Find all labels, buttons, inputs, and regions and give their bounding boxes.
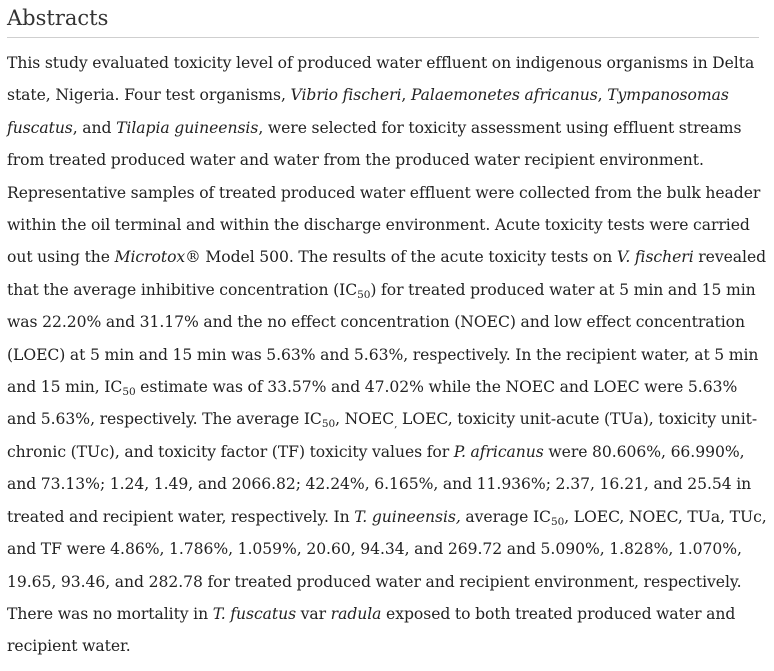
variety-name: radula: [330, 604, 382, 623]
heading-divider: [7, 37, 759, 38]
product-name: Microtox: [114, 248, 186, 267]
species-name: V. fischeri: [616, 248, 694, 267]
text-segment: This study evaluated toxicity level of produced water effluent on indigenous organisms in Delta state, Nigeria. Four test organisms,: [7, 54, 755, 105]
subscript: 50: [357, 288, 371, 301]
text-segment: ,: [597, 86, 608, 105]
species-name: T. fuscatus: [212, 604, 297, 623]
text-segment: estimate was of 33.57% and 47.02% while the NOEC and LOEC were 5.63% and 5.63%, respectively. The average IC: [7, 378, 738, 429]
species-name: T. guineensis,: [354, 507, 461, 526]
text-segment: ,: [401, 86, 411, 105]
species-name: P. africanus: [453, 442, 544, 461]
text-segment: , LOEC, NOEC, TUa, TUc, and TF were 4.86%, 1.786%, 1.059%, 20.60, 94.34, and 269.72 and 5.090%, 1.828%, 1.070%, 19.65, 93.46, and 282.78 for treated produced water and recipient environment, respectively. There was no mortality in: [7, 507, 767, 623]
species-name: Palaemonetes africanus: [410, 86, 598, 105]
text-segment: , and: [72, 118, 117, 137]
text-segment: , NOEC: [335, 410, 395, 429]
section-heading: Abstracts: [7, 6, 109, 30]
text-segment: revealed that the average inhibitive concentration (IC: [7, 248, 767, 299]
species-name: Tilapia guineensis: [116, 118, 259, 137]
text-segment: var: [296, 604, 331, 623]
abstract-paragraph: [7, 47, 767, 663]
text-segment: ) for treated produced water at 5 min and 15 min was 22.20% and 31.17% and the no effect concentration (NOEC) and low effect concentration (LOEC) at 5 min and 15 min was 5.63% and 5.63%, respectively. In the recipient water, at 5 min and 15 min, IC: [7, 280, 759, 397]
text-segment: average IC: [460, 507, 551, 526]
subscript: 50: [321, 418, 336, 431]
text-segment: , were selected for toxicity assessment using effluent streams from treated produced water and water from the produced water recipient environment. Representative samples of treated produced water effluent were collected from the bulk header within the oil terminal and within the discharge environment. Acute toxicity tests were carried out using the: [7, 118, 761, 267]
text-segment: were 80.606%, 66.990%, and 73.13%; 1.24, 1.49, and 2066.82; 42.24%, 6.165%, and 11.936%; 2.37, 16.21, and 25.54 in treated and recipient water, respectively. In: [7, 442, 752, 526]
species-name: Tympanosomas fuscatus: [7, 86, 729, 137]
subscript: ,: [394, 418, 398, 431]
text-segment: LOEC, toxicity unit-acute (TUa), toxicity unit-chronic (TUc), and toxicity factor (TF) toxicity values for: [7, 410, 758, 461]
text-segment: exposed to both treated produced water and recipient water.: [7, 604, 736, 656]
species-name: Vibrio fischeri: [290, 86, 402, 105]
subscript: 50: [122, 386, 136, 399]
text-segment: ® Model 500. The results of the acute toxicity tests on: [185, 248, 617, 267]
subscript: 50: [550, 515, 565, 528]
